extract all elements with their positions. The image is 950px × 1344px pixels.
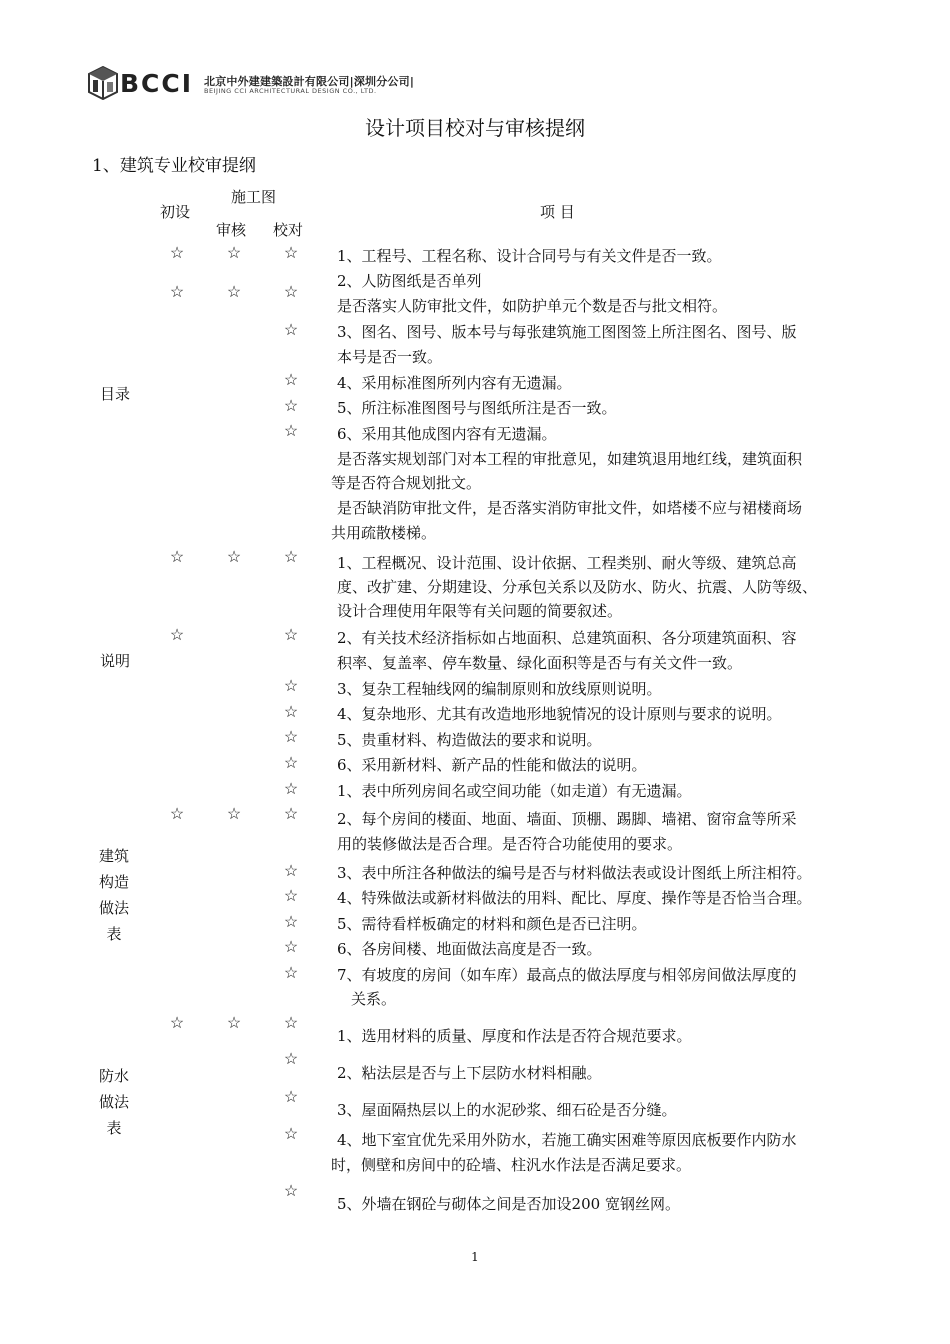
item-line: 3、复杂工程轴线网的编制原则和放线原则说明。 [337, 680, 662, 698]
item-line: 6、采用新材料、新产品的性能和做法的说明。 [337, 756, 647, 774]
section-heading: 1、建筑专业校审提纲 [92, 156, 256, 176]
item-line: 1、表中所列房间名或空间功能（如走道）有无遗漏。 [337, 782, 692, 800]
star-icon: ☆ [283, 779, 299, 798]
header-construction: 施工图 [231, 188, 277, 206]
star-icon: ☆ [283, 702, 299, 721]
star-icon: ☆ [283, 727, 299, 746]
item-line: 是否落实规划部门对本工程的审批意见，如建筑退用地红线，建筑面积 [337, 450, 803, 468]
item-line: 积率、复盖率、停车数量、绿化面积等是否与有关文件一致。 [337, 654, 743, 672]
item-line: 1、工程概况、设计范围、设计依据、工程类别、耐火等级、建筑总高 [337, 554, 797, 572]
item-line: 4、特殊做法或新材料做法的用料、配比、厚度、操作等是否恰当合理。 [337, 889, 812, 907]
item-line: 5、需待看样板确定的材料和颜色是否已注明。 [337, 915, 647, 933]
document-title: 设计项目校对与审核提纲 [365, 116, 585, 140]
star-icon: ☆ [169, 282, 185, 301]
item-line: 4、采用标准图所列内容有无遗漏。 [337, 374, 572, 392]
star-icon: ☆ [226, 243, 242, 262]
star-icon: ☆ [169, 547, 185, 566]
star-icon: ☆ [283, 1013, 299, 1032]
star-icon: ☆ [226, 804, 242, 823]
item-line: 2、人防图纸是否单列 [337, 272, 482, 290]
header-review: 审核 [216, 221, 247, 239]
item-line: 设计合理使用年限等有关问题的简要叙述。 [337, 602, 623, 620]
item-line: 3、表中所注各种做法的编号是否与材料做法表或设计图纸上所注相符。 [337, 864, 812, 882]
category-catalog: 目录 [99, 385, 130, 403]
category-construction: 建筑构造做法表 [98, 847, 129, 943]
star-icon: ☆ [226, 547, 242, 566]
company-name-en: BEIJING CCI ARCHITECTURAL DESIGN CO., LTD. [204, 87, 377, 95]
star-icon: ☆ [169, 243, 185, 262]
star-icon: ☆ [283, 625, 299, 644]
star-icon: ☆ [283, 282, 299, 301]
item-line: 时，侧壁和房间中的砼墙、柱汎水作法是否满足要求。 [331, 1156, 692, 1174]
item-line: 共用疏散楼梯。 [331, 524, 437, 542]
item-line: 1、工程号、工程名称、设计合同号与有关文件是否一致。 [337, 247, 722, 265]
star-icon: ☆ [283, 1124, 299, 1143]
star-icon: ☆ [283, 804, 299, 823]
item-line: 是否缺消防审批文件，是否落实消防审批文件，如塔楼不应与裙楼商场 [337, 499, 803, 517]
star-icon: ☆ [226, 282, 242, 301]
star-icon: ☆ [283, 912, 299, 931]
item-line: 度、改扩建、分期建设、分承包关系以及防水、防火、抗震、人防等级、 [337, 578, 818, 596]
header-items: 项 目 [540, 203, 575, 221]
star-icon: ☆ [169, 625, 185, 644]
star-icon: ☆ [283, 547, 299, 566]
item-line: 1、选用材料的质量、厚度和作法是否符合规范要求。 [337, 1027, 692, 1045]
star-icon: ☆ [283, 1049, 299, 1068]
star-icon: ☆ [283, 1087, 299, 1106]
header-prelim: 初设 [160, 203, 191, 221]
item-line: 4、复杂地形、尤其有改造地形地貌情况的设计原则与要求的说明。 [337, 705, 782, 723]
star-icon: ☆ [283, 320, 299, 339]
star-icon: ☆ [169, 1013, 185, 1032]
item-line: 是否落实人防审批文件，如防护单元个数是否与批文相符。 [337, 297, 728, 315]
item-line: 5、所注标准图图号与图纸所注是否一致。 [337, 399, 617, 417]
logo-text: BCCI [120, 69, 194, 98]
company-name-cn: 北京中外建建築設計有限公司|深圳分公司| [204, 75, 415, 88]
star-icon: ☆ [283, 861, 299, 880]
item-line: 2、有关技术经济指标如占地面积、总建筑面积、各分项建筑面积、容 [337, 629, 797, 647]
item-line: 3、图名、图号、版本号与每张建筑施工图图签上所注图名、图号、版 [337, 323, 797, 341]
star-icon: ☆ [283, 753, 299, 772]
item-line: 2、每个房间的楼面、地面、墙面、顶棚、踢脚、墙裙、窗帘盒等所采 [337, 810, 797, 828]
item-line: 4、地下室宜优先采用外防水，若施工确实困难等原因底板要作内防水 [337, 1131, 797, 1149]
item-line: 本号是否一致。 [337, 348, 443, 366]
star-icon: ☆ [283, 676, 299, 695]
item-line: 关系。 [351, 990, 397, 1008]
item-line: 等是否符合规划批文。 [331, 474, 482, 492]
item-line: 用的装修做法是否合理。是否符合功能使用的要求。 [337, 835, 683, 853]
header-check: 校对 [273, 221, 304, 239]
star-icon: ☆ [283, 886, 299, 905]
star-icon: ☆ [226, 1013, 242, 1032]
star-icon: ☆ [283, 421, 299, 440]
category-waterproof: 防水做法表 [98, 1067, 129, 1137]
item-line: 7、有坡度的房间（如车库）最高点的做法厚度与相邻房间做法厚度的 [337, 966, 797, 984]
star-icon: ☆ [283, 1181, 299, 1200]
item-line: 5、贵重材料、构造做法的要求和说明。 [337, 731, 602, 749]
item-line: 6、各房间楼、地面做法高度是否一致。 [337, 940, 602, 958]
item-line: 2、粘法层是否与上下层防水材料相融。 [337, 1064, 602, 1082]
bcci-logo-icon [88, 66, 118, 100]
item-line: 6、采用其他成图内容有无遗漏。 [337, 425, 557, 443]
item-line: 5、外墙在钢砼与砌体之间是否加设200 宽钢丝网。 [337, 1195, 680, 1213]
item-line: 3、屋面隔热层以上的水泥砂浆、细石砼是否分缝。 [337, 1101, 677, 1119]
star-icon: ☆ [283, 370, 299, 389]
company-logo [88, 66, 426, 100]
star-icon: ☆ [283, 937, 299, 956]
star-icon: ☆ [169, 804, 185, 823]
star-icon: ☆ [283, 963, 299, 982]
page-number: 1 [471, 1250, 479, 1264]
star-icon: ☆ [283, 243, 299, 262]
star-icon: ☆ [283, 396, 299, 415]
category-notes: 说明 [99, 652, 130, 670]
